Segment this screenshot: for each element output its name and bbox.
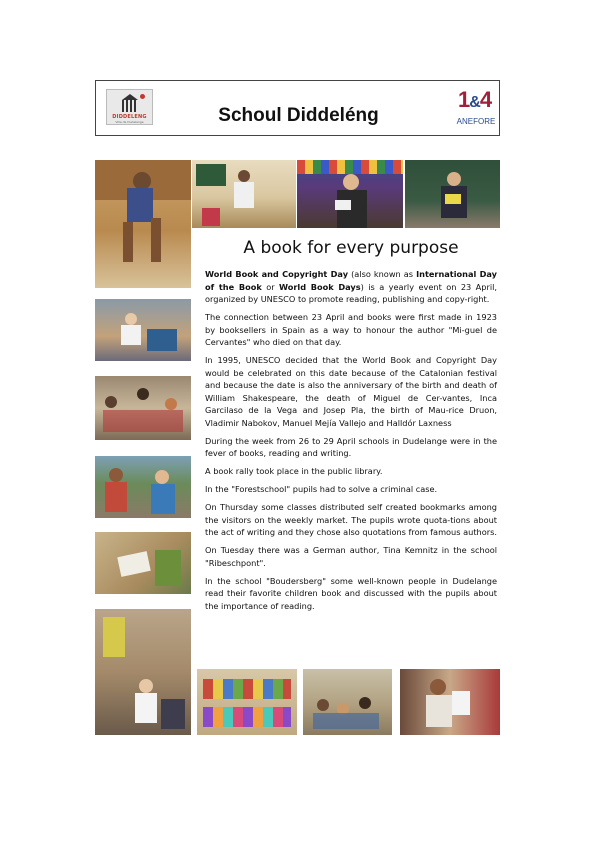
photo-teacher-classroom (192, 160, 296, 228)
paragraph-4: During the week from 26 to 29 April schools in Dudelange were in the fever of books, reading and writing. (205, 435, 497, 458)
anefore-label: ANEFORE (456, 117, 496, 126)
photo-children-listening (303, 669, 392, 735)
photo-bookmarks-table (95, 532, 191, 594)
photo-bookshelf-display (197, 669, 297, 735)
school-logo-subtext: Ville de Dudelange (115, 120, 144, 124)
paragraph-1-text-c: ) is a yearly event on 23 April, organized by UNESCO to promote reading, publishing and copy-right. (205, 281, 498, 304)
anefore-number-1: 1 (458, 87, 470, 112)
bold-term-world-book-days: World Book Days (279, 281, 361, 292)
article-headline: A book for every purpose (243, 238, 459, 258)
bold-term-world-book-day: World Book and Copyright Day (205, 269, 349, 279)
paragraph-9: In the school "Boudersberg" some well-known people in Dudelange read their favorite children book and discussed with the pupils about the importance of reading. (205, 575, 497, 611)
anefore-number-2: 4 (479, 87, 492, 112)
paragraph-1-text-a: (also known as (348, 269, 417, 279)
photo-outdoor-market (95, 456, 191, 518)
paragraph-5: A book rally took place in the public library. (205, 466, 383, 476)
photo-man-reading (297, 160, 403, 228)
photo-classroom-reading (95, 299, 191, 361)
paragraph-2: The connection between 23 April and books were first made in 1923 by booksellers in Spain as a way to honour the author "Mi-guel de Cervantes" who died on that day. (205, 312, 497, 347)
header-box (95, 80, 500, 136)
paragraph-7: On Thursday some classes distributed self created bookmarks among the visitors on the weekly market. The pupils wrote quota-tions about the act of writing and they chose also quotations from famous authors. (205, 502, 497, 537)
photo-girl-reading (400, 669, 500, 735)
page-title: Schoul Diddeléng (218, 105, 379, 126)
article-body (205, 268, 497, 618)
photo-child-on-chair (95, 160, 191, 288)
paragraph-8: On Tuesday there was a German author, Tina Kemnitz in the school "Ribeschpont". (205, 545, 497, 568)
photo-pupils-hands-up (95, 376, 191, 440)
anefore-amp: & (469, 94, 480, 111)
anefore-logo (456, 87, 496, 129)
photo-reading-corner (95, 609, 191, 735)
school-logo-text: DIDDELENG (112, 114, 147, 120)
paragraph-1 (205, 268, 497, 306)
paragraph-6: In the "Forestschool" pupils had to solve a criminal case. (205, 484, 438, 494)
photo-man-blackboard (405, 160, 500, 228)
paragraph-3: In 1995, UNESCO decided that the World Book and Copyright Day would be celebrated on this date because of the Catalonian festival and because the date is also the anniversary of the birth and death of William Shakespeare, the death of Miguel de Cer-vantes, Inca Garcilaso de la Vega and Josep Pla, the birth of Mau-rice Druon, Vladimir Nabokov, Manuel Mejía Vallejo and Halldór Laxness (205, 355, 497, 428)
paragraph-1-text-b: or (261, 281, 279, 292)
bold-term-international-day: International Day of the Book (205, 269, 498, 292)
